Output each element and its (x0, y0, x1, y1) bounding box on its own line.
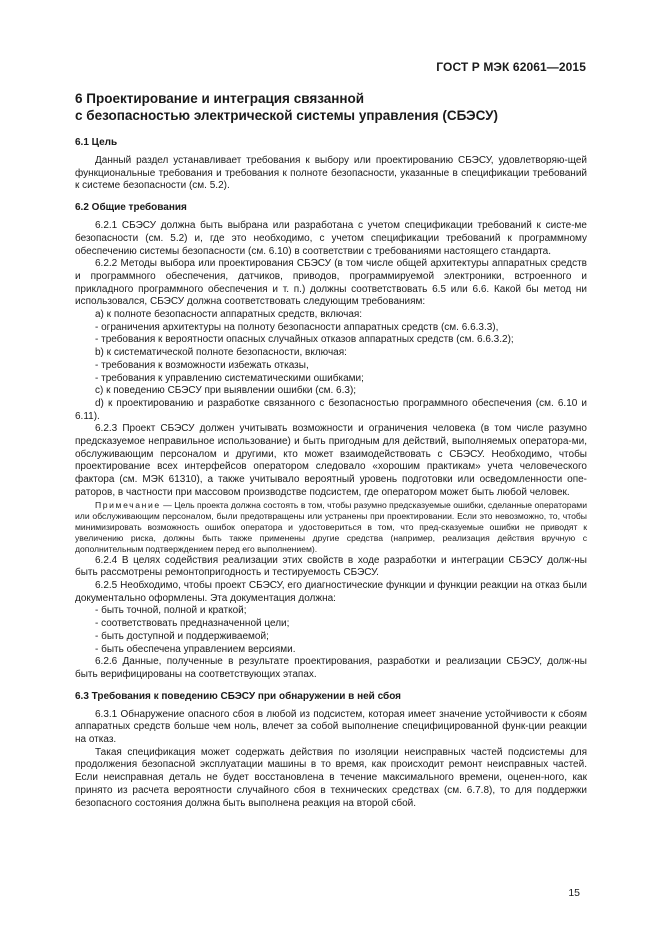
section-title (75, 90, 587, 124)
running-header: ГОСТ Р МЭК 62061—2015 (436, 60, 586, 74)
section-title-line: с безопасностью электрической системы управления (СБЭСУ) (75, 108, 499, 123)
list-item: - быть обеспечена управлением версиями. (95, 643, 296, 655)
paragraph: Такая спецификация может содержать действия по изоляции неисправных частей подсистемы для продолжения безопасной эксплуатации машины в то время, как происходит ремонт неисправных частей. Если неисправная деталь не будет восстановлена в течение максимального времени, оценен-ного, как принято из расчета вероятности случайного сбоя в технических средствах (см. 6.7.8), то для поддержки безопасного состояния должна быть выполнена реакция на второй сбой. (75, 746, 587, 809)
paragraph: 6.3.1 Обнаружение опасного сбоя в любой из подсистем, которая имеет значение устойчивости к сбоям аппаратных средств больше чем ноль, влечет за собой выполнение специфицированной функ-ции реакции на отказ. (75, 708, 587, 746)
paragraph: 6.2.5 Необходимо, чтобы проект СБЭСУ, его диагностические функции и функции реакции на отказ были документально оформлены. Эта документация должна: (75, 579, 587, 604)
list-item: - соответствовать предназначенной цели; (95, 618, 290, 630)
list-item: - требования к управлению систематическими ошибками; (95, 372, 364, 384)
subsection-heading: 6.2 Общие требования (75, 202, 187, 214)
paragraph: 6.2.6 Данные, полученные в результате проектирования, разработки и реализации СБЭСУ, долж-ны быть верифицированы на соответствующих этапах. (75, 656, 587, 680)
list-item: a) к полноте безопасности аппаратных средств, включая: (95, 309, 363, 321)
list-item: - быть точной, полной и краткой; (95, 605, 247, 617)
list-item: - ограничения архитектуры на полноту безопасности аппаратных средств (см. 6.6.3.3), (95, 321, 499, 333)
section-title-line: 6 Проектирование и интеграция связанной (75, 91, 365, 106)
note-label: Примечание (95, 499, 161, 510)
note (75, 500, 587, 555)
list-item: b) к систематической полноте безопасности, включая: (95, 347, 347, 359)
page-number: 15 (568, 887, 580, 899)
subsection-heading: 6.3 Требования к поведению СБЭСУ при обнаружении в ней сбоя (75, 690, 402, 702)
paragraph: Данный раздел устанавливает требования к выбору или проектированию СБЭСУ, удовлетворяю-щей функциональные требования и требования к полноте безопасности, указанные в спецификации требований к системе безопасности (см. 5.2). (75, 155, 587, 192)
list-item: - требования к вероятности опасных случайных отказов аппаратных средств (см. 6.6.3.2); (95, 334, 514, 346)
paragraph: 6.2.3 Проект СБЭСУ должен учитывать возможности и ограничения человека (в том числе разумно предсказуемое неправильное использование) и быть пригодным для действий, выполняемых оператора-ми, обслуживающим персоналом и другими, кто может взаимодействовать с СБЭСУ. Необходимо, чтобы проектирование всех интерфейсов оператором следовало «хорошим практикам» учета человеческого фактора (см. МЭК 61310), а также учитывало вероятный уровень подготовки или осведомленности опе-раторов, в частности при массовом производстве подсистем, где оператором может быть любой человек. (75, 423, 587, 498)
paragraph: 6.2.2 Методы выбора или проектирования СБЭСУ (в том числе общей архитектуры аппаратных средств и программного обеспечения, датчиков, приводов, программируемой электроники, встроенного и прикладного программного обеспечения и т. п.) должны соответствовать 6.5 или 6.6. Какой бы метод ни использовался, СБЭСУ должна соответствовать следующим требованиям: (75, 258, 587, 308)
paragraph: 6.2.1 СБЭСУ должна быть выбрана или разработана с учетом спецификации требований к систе-ме безопасности (см. 5.2) и, где это необходимо, с учетом спецификации требований к программному обеспечению системы безопасности (см. 6.10) в соответствии с требованиями настоящего стандарта. (75, 220, 587, 257)
list-item: c) к поведению СБЭСУ при выявлении ошибки (см. 6.3); (95, 385, 357, 397)
list-item: - требования к возможности избежать отказы, (95, 359, 309, 371)
list-item: d) к проектированию и разработке связанного с безопасностью программного обеспечения (см. 6.10 и 6.11). (75, 397, 587, 422)
list-item: - быть доступной и поддерживаемой; (95, 630, 269, 642)
subsection-heading: 6.1 Цель (75, 137, 118, 148)
page-content (75, 90, 587, 810)
note-text: — Цель проекта должна состоять в том, чтобы разумно предсказуемые ошибки, сделанные операторами или обслуживающим персоналом, были предотвращены или устранены при проектировании. Если это невозможно, то, чтобы минимизировать возможность ошибок оператора и удостовериться в том, что пред-сказуемые ошибки не приводят к увеличению риска, должны быть также применены другие средства (например, реализация действия вручную с дополнительным подтверждением перед его выполнением). (75, 499, 587, 554)
paragraph: 6.2.4 В целях содействия реализации этих свойств в ходе разработки и интеграции СБЭСУ долж-ны быть рассмотрены ремонтопригодность и тестируемость СБЭСУ. (75, 554, 587, 579)
